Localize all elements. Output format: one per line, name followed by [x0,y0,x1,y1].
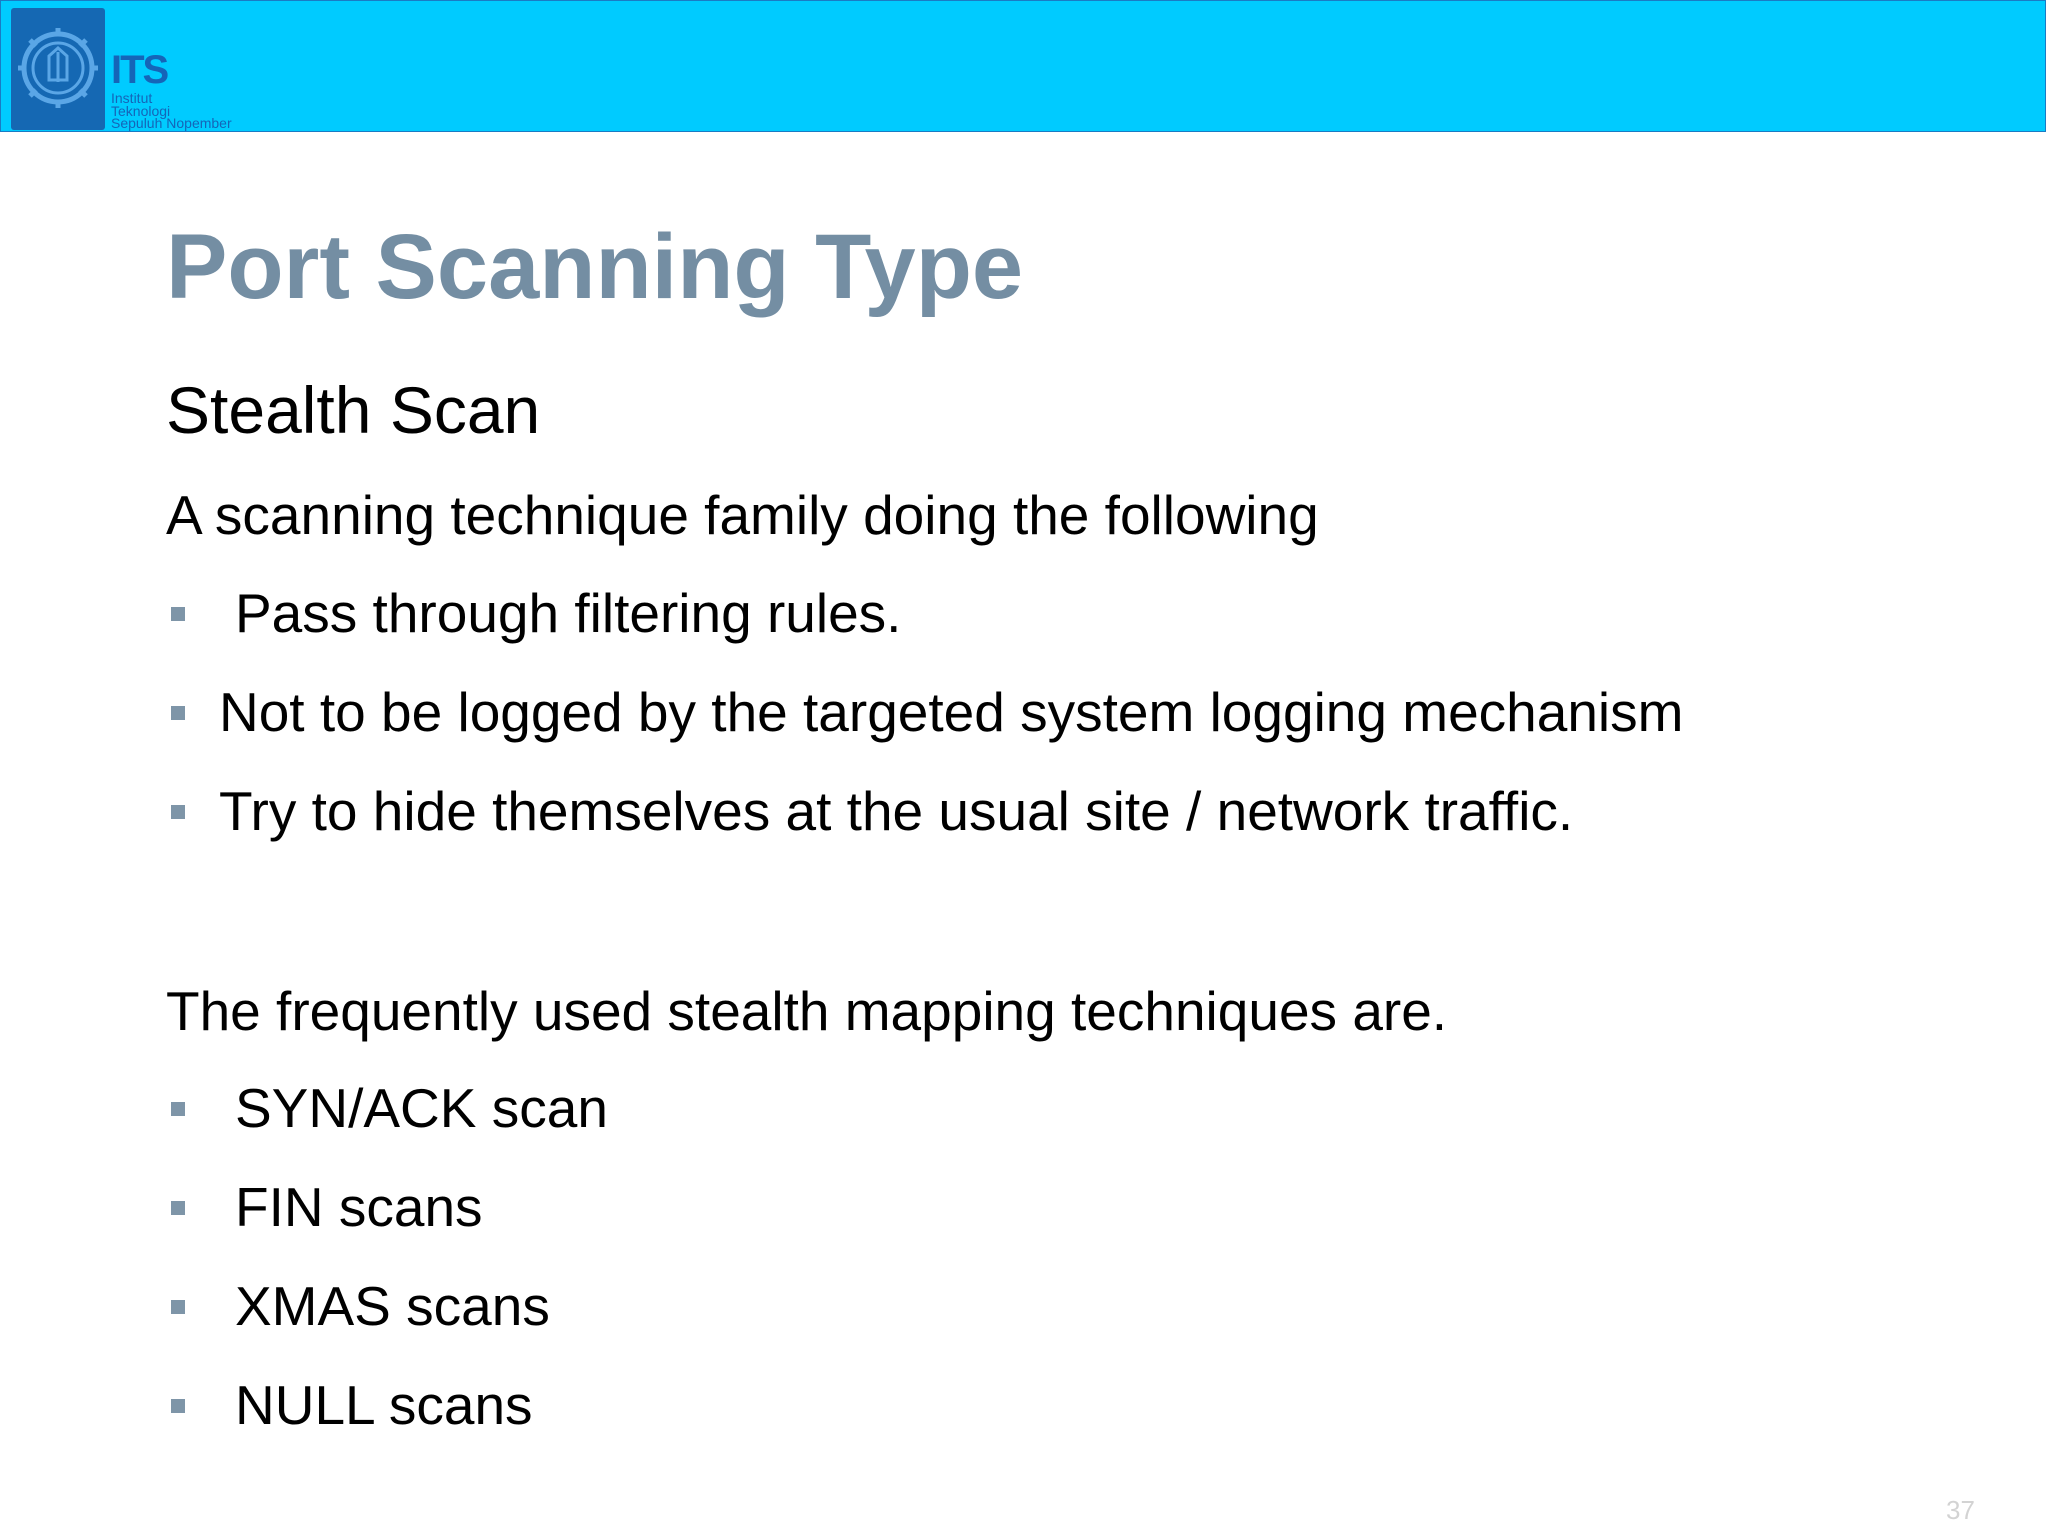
bullet-text: Not to be logged by the targeted system logging mechanism [219,681,1684,743]
its-emblem-icon [11,8,105,130]
logo-abbreviation: ITS [111,48,168,92]
its-logo [11,8,266,132]
logo-line-institut: Institut [111,90,153,106]
intro-paragraph: A scanning technique family doing the following [166,484,1319,546]
bullet-text: XMAS scans [235,1275,550,1337]
logo-line-sepuluh-nopember: Sepuluh Nopember [111,115,232,131]
square-bullet-icon [171,1201,185,1215]
bullet-text: FIN scans [235,1176,483,1238]
square-bullet-icon [171,1102,185,1116]
page-number: 37 [1946,1495,1975,1525]
bullet-text: Pass through filtering rules. [235,582,902,644]
header-band [0,0,2046,132]
bullet-text: SYN/ACK scan [235,1077,608,1139]
bullet-text: Try to hide themselves at the usual site / network traffic. [219,780,1574,842]
techniques-intro-paragraph: The frequently used stealth mapping techniques are. [166,980,1448,1042]
square-bullet-icon [171,1300,185,1314]
slide-subtitle: Stealth Scan [166,373,541,447]
square-bullet-icon [171,607,185,621]
slide-title: Port Scanning Type [166,216,1024,318]
square-bullet-icon [171,1399,185,1413]
bullet-text: NULL scans [235,1374,533,1436]
square-bullet-icon [171,805,185,819]
logo-line-teknologi: Teknologi [111,103,171,119]
square-bullet-icon [171,706,185,720]
